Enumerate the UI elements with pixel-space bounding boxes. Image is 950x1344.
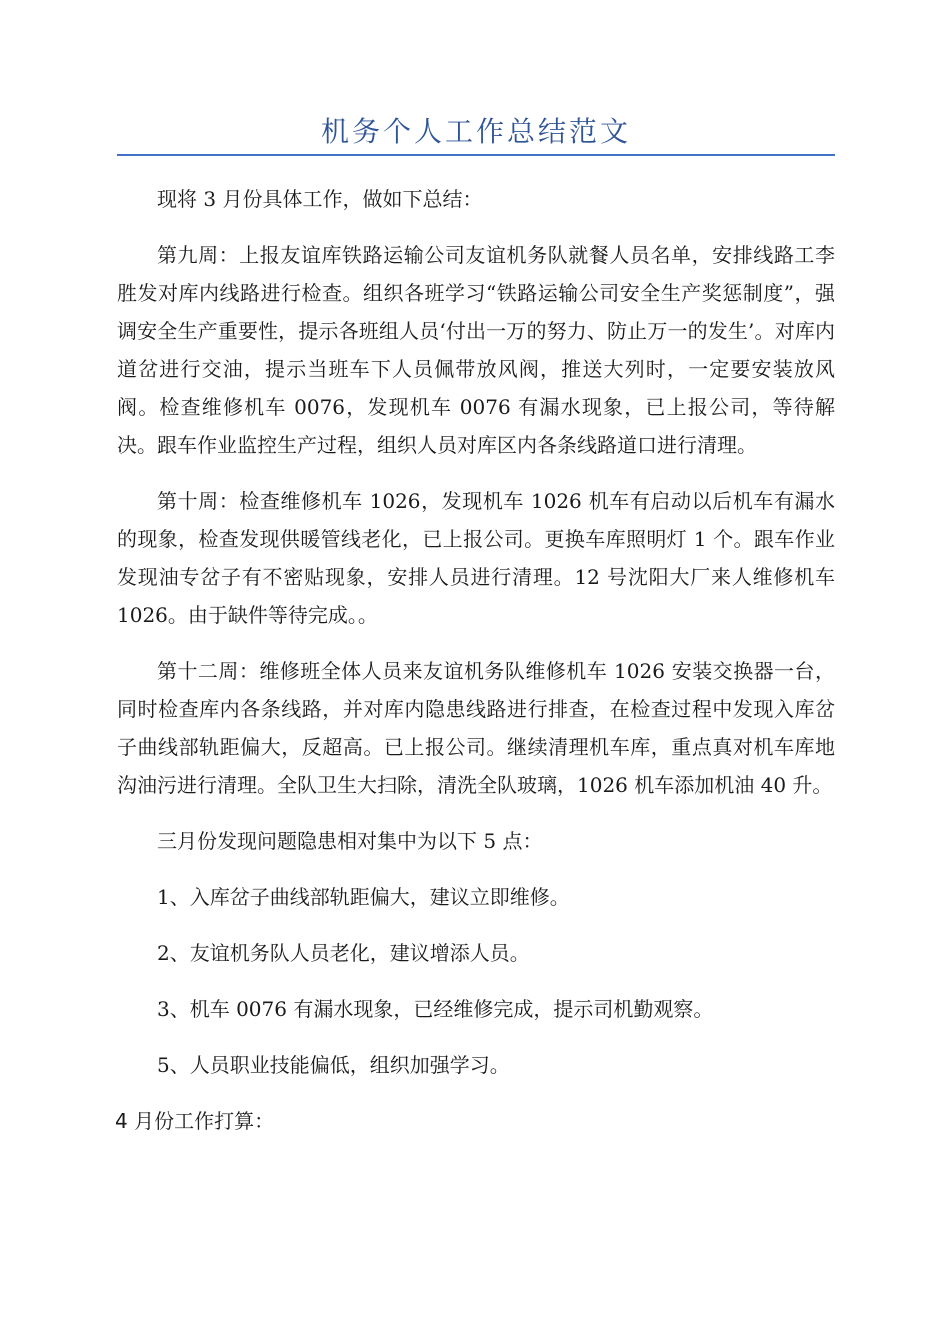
april-plan-heading: 4 月份工作打算： (115, 1109, 275, 1133)
week-12-paragraph: 第十二周：维修班全体人员来友谊机务队维修机车 1026 安装交换器一台，同时检查库内各条线路，并对库内隐患线路进行排查，在检查过程中发现入库岔子曲线部轨距偏大，反超高。已上报公司。继续清理机车库，重点真对机车库地沟油污进行清理。全队卫生大扫除，清洗全队玻璃，1026 机车添加机油 40 升。 (117, 659, 835, 797)
document-title: 机务个人工作总结范文 (320, 115, 631, 148)
week-10-paragraph: 第十周：检查维修机车 1026，发现机车 1026 机车有启动以后机车有漏水的现象，检查发现供暖管线老化，已上报公司。更换车库照明灯 1 个。跟车作业发现油专岔子有不密贴现象，安排人员进行清理。12 号沈阳大厂来人维修机车 1026。由于缺件等待完成。。 (117, 489, 835, 627)
title-underline (117, 154, 835, 156)
issue-item: 5、人员职业技能偏低，组织加强学习。 (157, 1053, 510, 1077)
issue-item: 1、入库岔子曲线部轨距偏大，建议立即维修。 (157, 885, 570, 909)
issue-item: 2、友谊机务队人员老化，建议增添人员。 (157, 941, 530, 965)
issues-summary: 三月份发现问题隐患相对集中为以下 5 点： (157, 829, 543, 853)
issue-item: 3、机车 0076 有漏水现象，已经维修完成，提示司机勤观察。 (157, 997, 714, 1021)
week-9-paragraph: 第九周：上报友谊库铁路运输公司友谊机务队就餐人员名单，安排线路工李胜发对库内线路进行检查。组织各班学习“铁路运输公司安全生产奖惩制度”，强调安全生产重要性，提示各班组人员‘付出一万的努力、防止万一的发生’。对库内道岔进行交油，提示当班车下人员佩带放风阀，推送大列时，一定要安装放风阀。检查维修机车 0076，发现机车 0076 有漏水现象，已上报公司，等待解决。跟车作业监控生产过程，组织人员对库区内各条线路道口进行清理。 (117, 243, 835, 457)
document-page (117, 0, 835, 1140)
intro-paragraph: 现将 3 月份具体工作，做如下总结： (157, 187, 483, 211)
